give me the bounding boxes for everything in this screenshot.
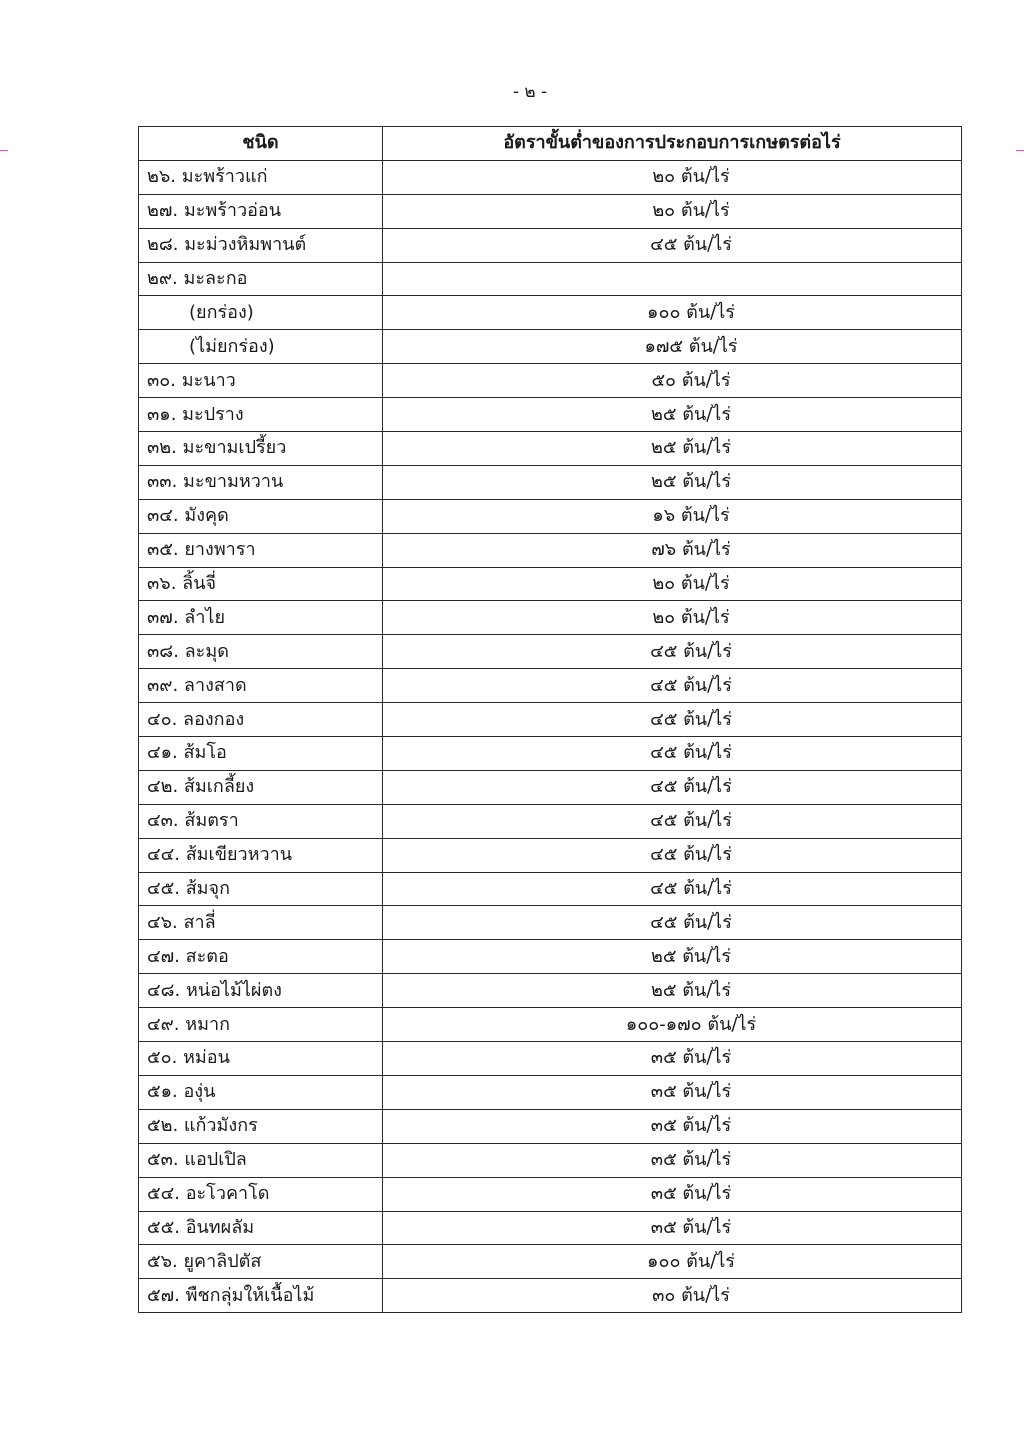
header-type: ชนิด	[139, 127, 383, 161]
crop-type-cell: ๕๑. องุ่น	[139, 1075, 383, 1109]
crop-type-cell: ๔๖. สาลี่	[139, 906, 383, 940]
table-row	[139, 499, 962, 533]
crop-type-cell: ๓๙. ลางสาด	[139, 669, 383, 703]
minimum-rate-cell: ๒๕ ต้น/ไร่	[383, 465, 962, 499]
crop-type-cell: ๒๙. มะละกอ	[139, 262, 383, 296]
table-row	[139, 804, 962, 838]
minimum-rate-cell: ๒๐ ต้น/ไร่	[383, 160, 962, 194]
table-row	[139, 1008, 962, 1042]
table-row	[139, 940, 962, 974]
minimum-rate-cell: ๒๐ ต้น/ไร่	[383, 194, 962, 228]
table-row	[139, 601, 962, 635]
crop-type-cell: ๔๐. ลองกอง	[139, 703, 383, 737]
table-row	[139, 1279, 962, 1313]
minimum-rate-cell: ๒๕ ต้น/ไร่	[383, 432, 962, 466]
margin-mark-right	[1016, 150, 1024, 151]
table-row	[139, 770, 962, 804]
crop-type-cell: ๕๖. ยูคาลิปตัส	[139, 1245, 383, 1279]
margin-mark-left	[0, 150, 8, 151]
table-row	[139, 364, 962, 398]
minimum-rate-cell: ๓๕ ต้น/ไร่	[383, 1177, 962, 1211]
table-row	[139, 194, 962, 228]
minimum-rate-cell: ๔๕ ต้น/ไร่	[383, 770, 962, 804]
crop-type-cell: ๔๔. ส้มเขียวหวาน	[139, 838, 383, 872]
minimum-rate-cell: ๔๕ ต้น/ไร่	[383, 737, 962, 771]
planting-rate-table	[138, 126, 962, 1313]
minimum-rate-cell: ๑๗๕ ต้น/ไร่	[383, 330, 962, 364]
minimum-rate-cell: ๑๐๐ ต้น/ไร่	[383, 1245, 962, 1279]
crop-type-cell: ๓๓. มะขามหวาน	[139, 465, 383, 499]
table-row	[139, 228, 962, 262]
crop-type-cell: ๕๕. อินทผลัม	[139, 1211, 383, 1245]
crop-type-cell: ๔๑. ส้มโอ	[139, 737, 383, 771]
crop-type-cell: ๓๑. มะปราง	[139, 398, 383, 432]
table-row	[139, 398, 962, 432]
minimum-rate-cell: ๔๕ ต้น/ไร่	[383, 906, 962, 940]
table-row	[139, 1177, 962, 1211]
table-row	[139, 1042, 962, 1076]
table-row	[139, 974, 962, 1008]
minimum-rate-cell: ๔๕ ต้น/ไร่	[383, 228, 962, 262]
crop-type-cell: ๔๒. ส้มเกลี้ยง	[139, 770, 383, 804]
table-row	[139, 1075, 962, 1109]
table-row	[139, 737, 962, 771]
minimum-rate-cell: ๒๕ ต้น/ไร่	[383, 398, 962, 432]
table-row	[139, 838, 962, 872]
minimum-rate-cell: ๓๕ ต้น/ไร่	[383, 1211, 962, 1245]
minimum-rate-cell: ๔๕ ต้น/ไร่	[383, 872, 962, 906]
table-row	[139, 296, 962, 330]
crop-type-cell: ๕๒. แก้วมังกร	[139, 1109, 383, 1143]
table-row	[139, 330, 962, 364]
table-row	[139, 262, 962, 296]
minimum-rate-cell: ๓๐ ต้น/ไร่	[383, 1279, 962, 1313]
minimum-rate-cell: ๒๐ ต้น/ไร่	[383, 601, 962, 635]
table-header-row	[139, 127, 962, 161]
crop-type-cell: ๓๘. ละมุด	[139, 635, 383, 669]
minimum-rate-cell: ๓๕ ต้น/ไร่	[383, 1143, 962, 1177]
table-row	[139, 1211, 962, 1245]
minimum-rate-cell: ๕๐ ต้น/ไร่	[383, 364, 962, 398]
crop-type-cell: ๔๕. ส้มจุก	[139, 872, 383, 906]
minimum-rate-cell: ๔๕ ต้น/ไร่	[383, 669, 962, 703]
crop-type-cell: ๓๒. มะขามเปรี้ยว	[139, 432, 383, 466]
crop-type-cell: ๒๖. มะพร้าวแก่	[139, 160, 383, 194]
minimum-rate-cell: ๓๕ ต้น/ไร่	[383, 1075, 962, 1109]
table-row	[139, 703, 962, 737]
crop-type-cell: ๓๖. ลิ้นจี่	[139, 567, 383, 601]
minimum-rate-cell: ๓๕ ต้น/ไร่	[383, 1042, 962, 1076]
page-number: - ๒ -	[512, 82, 548, 102]
table-row	[139, 567, 962, 601]
crop-type-cell: ๓๗. ลำไย	[139, 601, 383, 635]
table-row	[139, 1143, 962, 1177]
table-row	[139, 432, 962, 466]
minimum-rate-cell: ๒๐ ต้น/ไร่	[383, 567, 962, 601]
table-row	[139, 160, 962, 194]
minimum-rate-cell: ๑๐๐-๑๗๐ ต้น/ไร่	[383, 1008, 962, 1042]
table-row	[139, 465, 962, 499]
crop-type-cell: ๕๔. อะโวคาโด	[139, 1177, 383, 1211]
minimum-rate-cell: ๑๖ ต้น/ไร่	[383, 499, 962, 533]
crop-type-cell: ๓๐. มะนาว	[139, 364, 383, 398]
table-body	[139, 160, 962, 1312]
minimum-rate-cell	[383, 262, 962, 296]
minimum-rate-cell: ๓๕ ต้น/ไร่	[383, 1109, 962, 1143]
crop-type-cell: ๔๘. หน่อไม้ไผ่ตง	[139, 974, 383, 1008]
minimum-rate-cell: ๗๖ ต้น/ไร่	[383, 533, 962, 567]
crop-type-cell: ๔๙. หมาก	[139, 1008, 383, 1042]
minimum-rate-cell: ๒๕ ต้น/ไร่	[383, 940, 962, 974]
crop-type-cell: ๕๗. พืชกลุ่มให้เนื้อไม้	[139, 1279, 383, 1313]
crop-type-cell: ๒๗. มะพร้าวอ่อน	[139, 194, 383, 228]
table-row	[139, 669, 962, 703]
table-row	[139, 872, 962, 906]
crop-type-cell: ๕๓. แอปเปิล	[139, 1143, 383, 1177]
crop-type-cell: (ยกร่อง)	[139, 296, 383, 330]
minimum-rate-cell: ๔๕ ต้น/ไร่	[383, 635, 962, 669]
crop-type-cell: ๕๐. หม่อน	[139, 1042, 383, 1076]
table-row	[139, 533, 962, 567]
header-rate: อัตราขั้นต่ำของการประกอบการเกษตรต่อไร่	[383, 127, 962, 161]
table-row	[139, 1109, 962, 1143]
minimum-rate-cell: ๑๐๐ ต้น/ไร่	[383, 296, 962, 330]
table-row	[139, 906, 962, 940]
crop-type-cell: ๔๓. ส้มตรา	[139, 804, 383, 838]
minimum-rate-cell: ๔๕ ต้น/ไร่	[383, 838, 962, 872]
table-row	[139, 635, 962, 669]
crop-type-cell: ๒๘. มะม่วงหิมพานต์	[139, 228, 383, 262]
table-row	[139, 1245, 962, 1279]
minimum-rate-cell: ๔๕ ต้น/ไร่	[383, 804, 962, 838]
minimum-rate-cell: ๔๕ ต้น/ไร่	[383, 703, 962, 737]
crop-type-cell: ๔๗. สะตอ	[139, 940, 383, 974]
minimum-rate-cell: ๒๕ ต้น/ไร่	[383, 974, 962, 1008]
crop-type-cell: ๓๔. มังคุด	[139, 499, 383, 533]
crop-type-cell: ๓๕. ยางพารา	[139, 533, 383, 567]
crop-type-cell: (ไม่ยกร่อง)	[139, 330, 383, 364]
